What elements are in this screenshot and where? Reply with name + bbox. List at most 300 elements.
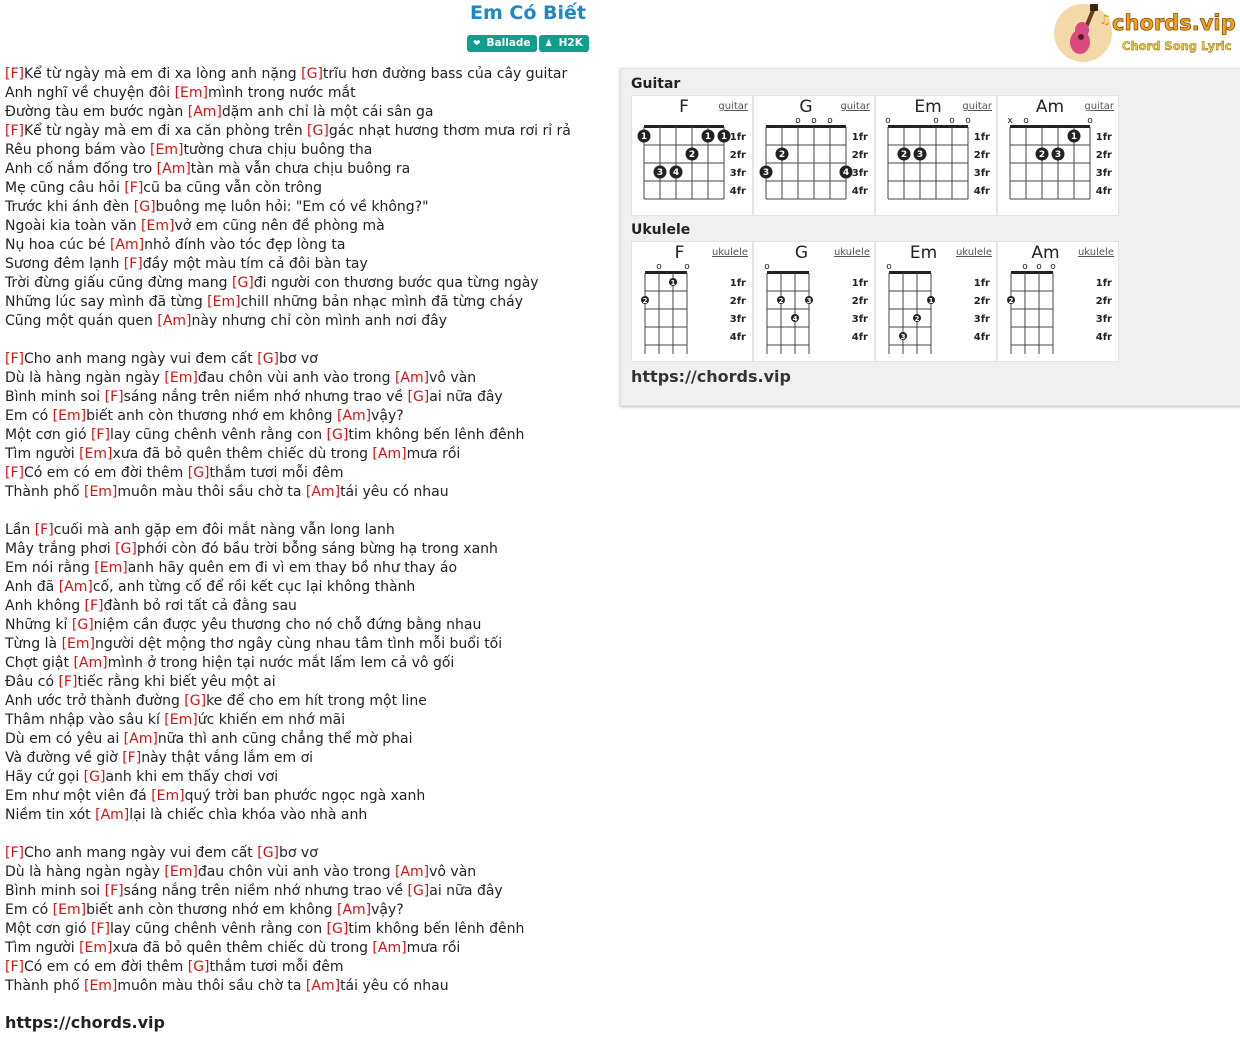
chord-g[interactable]: [G] — [115, 541, 137, 557]
svg-text:4: 4 — [842, 168, 850, 179]
svg-text:1fr: 1fr — [851, 132, 868, 143]
ukulele-chord-card-f[interactable] — [631, 241, 753, 362]
instrument-link[interactable]: guitar — [1084, 101, 1114, 112]
site-logo[interactable] — [1054, 2, 1240, 64]
finger-dot — [702, 130, 715, 143]
guitar-chord-card-f[interactable] — [631, 95, 753, 216]
finger-dot — [1052, 148, 1065, 161]
lyric-text: tái yêu có nhau — [340, 484, 449, 500]
svg-text:1fr: 1fr — [973, 278, 990, 289]
guitar-section-label: Guitar — [631, 76, 681, 92]
fret-label — [1096, 186, 1112, 197]
lyric-text: Cho anh mang ngày vui đem cất — [23, 351, 258, 367]
finger-dot — [670, 166, 683, 179]
chord-g[interactable]: [G] — [187, 465, 210, 481]
fret-label — [974, 278, 990, 289]
chord-f[interactable]: [F] — [34, 522, 54, 538]
lyric-text: trĩu hơn đường bass của cây guitar — [322, 66, 568, 82]
svg-text:4fr: 4fr — [1095, 186, 1112, 197]
lyric-text: Thành phố — [5, 484, 84, 500]
lyric-line — [5, 901, 610, 920]
svg-text:1: 1 — [1070, 132, 1078, 143]
ukulele-chord-card-em[interactable] — [875, 241, 997, 362]
lyric-text: đi người con thương bước qua từng ngày — [253, 275, 539, 291]
song-tags — [467, 35, 591, 54]
fretboard-diagram — [632, 96, 752, 215]
lyric-text: ke để cho em hít trong một line — [206, 693, 427, 709]
chord-f[interactable]: [F] — [5, 959, 24, 975]
svg-text:3fr: 3fr — [1095, 314, 1112, 325]
chord-f[interactable]: [F] — [5, 123, 24, 139]
song-title: Em Có Biết — [470, 2, 586, 24]
chord-g[interactable]: [G] — [187, 959, 210, 975]
svg-text:3: 3 — [1054, 150, 1062, 161]
lyric-line — [5, 768, 610, 787]
finger-dot — [899, 332, 907, 341]
lyric-line — [5, 578, 610, 597]
fret-label — [974, 314, 990, 325]
lyric-line — [5, 882, 610, 901]
lyric-text: sáng nắng trên niềm nhớ nhưng trao về — [123, 389, 408, 405]
fretboard-diagram — [998, 242, 1118, 361]
lyric-text: tường chưa chịu buông tha — [183, 142, 373, 158]
artist-tag[interactable] — [539, 35, 589, 52]
heart-pulse-icon: ❤ — [473, 39, 481, 49]
lyric-line — [5, 654, 610, 673]
finger-dot — [669, 278, 677, 287]
svg-text:1: 1 — [928, 297, 934, 306]
lyric-line — [5, 920, 610, 939]
finger-dot — [777, 296, 785, 305]
lyric-line — [5, 787, 610, 806]
fretboard-diagram — [876, 96, 996, 215]
lyric-line — [5, 597, 610, 616]
lyric-line — [5, 958, 610, 977]
instrument-link[interactable]: guitar — [962, 101, 992, 112]
lyric-text: nhỏ đính vào tóc đẹp lòng ta — [144, 237, 346, 253]
lyric-text: lay cũng chênh vênh rằng con — [109, 921, 327, 937]
chord-name: G — [794, 243, 809, 263]
svg-text:o: o — [764, 262, 770, 272]
lyric-text: Trước khi ánh đèn — [5, 199, 134, 215]
lyric-text: người dệt mộng thơ ngây cùng nhau tâm tình mỗi buổi tối — [94, 636, 503, 652]
chord-am[interactable]: [Am] — [95, 807, 130, 823]
fret-label — [1096, 150, 1112, 161]
fretboard-diagram — [754, 96, 874, 215]
lyric-text: vô vàn — [429, 864, 477, 880]
chord-am[interactable]: [Am] — [394, 864, 430, 880]
svg-text:o: o — [684, 262, 690, 272]
chord-g[interactable]: [G] — [83, 769, 106, 785]
fret-label — [974, 332, 990, 343]
fret-label — [730, 186, 746, 197]
fret-label — [1096, 332, 1112, 343]
lyric-line — [5, 160, 610, 179]
chord-f[interactable]: [F] — [5, 66, 24, 82]
finger-dot — [898, 148, 911, 161]
guitar-chord-card-em[interactable] — [875, 95, 997, 216]
lyric-text: Sương đêm lạnh — [5, 256, 124, 272]
svg-text:2fr: 2fr — [973, 296, 990, 307]
lyric-text: cũ ba cũng vẫn còn trông — [143, 180, 323, 196]
chord-am[interactable]: [Am] — [372, 940, 407, 956]
chord-am[interactable]: [Am] — [305, 484, 341, 500]
svg-text:2: 2 — [688, 150, 696, 161]
instrument-link[interactable]: guitar — [840, 101, 870, 112]
fretboard-diagram — [876, 242, 996, 361]
stanza-gap — [5, 825, 610, 844]
lyric-line — [5, 635, 610, 654]
finger-dot — [914, 148, 927, 161]
lyric-text: Mẹ cũng câu hỏi — [5, 180, 125, 196]
svg-text:2: 2 — [778, 297, 784, 306]
finger-dot — [805, 296, 813, 305]
lyric-text: ai nữa đây — [429, 883, 503, 899]
lyric-text: Nụ hoa cúc bé — [5, 237, 110, 253]
finger-dot — [641, 296, 649, 305]
lyric-line — [5, 350, 610, 369]
lyric-text: sáng nắng trên niềm nhớ nhưng trao về — [123, 883, 408, 899]
fret-label — [974, 168, 990, 179]
lyric-text: mình ở trong hiện tại nước mắt lấm lem cả vô gối — [107, 655, 455, 671]
fret-label — [730, 132, 746, 143]
lyric-line — [5, 730, 610, 749]
svg-text:4fr: 4fr — [851, 332, 868, 343]
finger-dot — [638, 130, 651, 143]
lyric-text: biết anh còn thương nhớ em không — [86, 902, 337, 918]
lyric-text: đành bỏ rơi tất cả đằng sau — [103, 598, 297, 614]
fret-label — [852, 168, 868, 179]
svg-text:o: o — [1036, 262, 1042, 272]
lyric-text: chill những bản nhạc mình đã từng cháy — [240, 294, 524, 310]
lyric-line — [5, 464, 610, 483]
lyric-line — [5, 939, 610, 958]
svg-text:1fr: 1fr — [729, 278, 746, 289]
svg-text:1fr: 1fr — [973, 132, 990, 143]
lyric-text: Em nói rằng — [5, 560, 95, 576]
svg-text:3fr: 3fr — [729, 168, 746, 179]
lyric-text: Những kỉ — [5, 617, 72, 633]
lyric-text: lại là chiếc chìa khóa vào nhà anh — [129, 807, 368, 823]
lyric-line — [5, 274, 610, 293]
chord-em[interactable]: [Em] — [141, 218, 175, 234]
svg-text:o: o — [811, 116, 817, 126]
chord-f[interactable]: [F] — [124, 180, 144, 196]
lyric-text: xưa đã bỏ quên thêm chiếc dù trong — [112, 940, 373, 956]
fret-label — [730, 168, 746, 179]
chord-am[interactable]: [Am] — [305, 978, 341, 994]
fretboard-diagram — [632, 242, 752, 361]
guitar-chord-card-g[interactable] — [753, 95, 875, 216]
chord-g[interactable]: [G] — [184, 693, 207, 709]
fretboard-diagram — [754, 242, 874, 361]
chord-f[interactable]: [F] — [5, 351, 24, 367]
chord-g[interactable]: [G] — [407, 389, 430, 405]
lyric-text: mưa rồi — [406, 940, 461, 956]
instrument-link[interactable]: ukulele — [955, 247, 992, 258]
chord-g[interactable]: [G] — [71, 617, 94, 633]
genre-tag[interactable] — [467, 35, 537, 52]
svg-text:1fr: 1fr — [851, 278, 868, 289]
lyric-line — [5, 806, 610, 825]
svg-text:1fr: 1fr — [1095, 278, 1112, 289]
fret-label — [852, 332, 868, 343]
lyric-line — [5, 540, 610, 559]
lyric-text: Niềm tin xót — [5, 807, 96, 823]
chord-f[interactable]: [F] — [58, 674, 78, 690]
chord-g[interactable]: [G] — [407, 883, 430, 899]
chord-em[interactable]: [Em] — [52, 902, 87, 918]
lyric-text: vở em cũng nên đề phòng mà — [174, 218, 385, 234]
lyric-text: Bình minh soi — [5, 883, 105, 899]
chord-f[interactable]: [F] — [90, 427, 110, 443]
chord-g[interactable]: [G] — [133, 199, 156, 215]
svg-text:4fr: 4fr — [729, 186, 746, 197]
fret-label — [852, 314, 868, 325]
svg-text:1: 1 — [720, 132, 728, 143]
lyric-text: anh hãy quên em đi vì em thay bồ như thay áo — [127, 560, 458, 576]
chord-am[interactable]: [Am] — [372, 446, 407, 462]
chord-g[interactable]: [G] — [326, 427, 349, 443]
instrument-link[interactable]: ukulele — [1077, 247, 1114, 258]
chord-f[interactable]: [F] — [123, 256, 143, 272]
lyric-text: cố, anh từng cố để rồi kết cục lại không thành — [92, 579, 416, 595]
lyric-text: Anh ước trở thành đường — [5, 693, 185, 709]
lyric-text: này thật vắng lắm em ơi — [141, 750, 314, 766]
lyric-line — [5, 521, 610, 540]
lyric-line — [5, 749, 610, 768]
lyric-text: Đường tàu em bước ngàn — [5, 104, 188, 120]
chord-g[interactable]: [G] — [257, 845, 280, 861]
svg-text:4fr: 4fr — [729, 332, 746, 343]
svg-text:4fr: 4fr — [1095, 332, 1112, 343]
lyric-text: nữa thì anh cũng chẳng thể mờ phai — [157, 731, 413, 747]
fret-label — [974, 296, 990, 307]
svg-text:4fr: 4fr — [851, 186, 868, 197]
lyric-text: muôn màu thôi sầu chờ ta — [117, 484, 306, 500]
finger-dot — [718, 130, 731, 143]
lyric-text: Tìm người — [5, 940, 80, 956]
lyric-text: quý trời ban phước ngọc ngà xanh — [184, 788, 426, 804]
fret-label — [974, 150, 990, 161]
chord-name: Em — [914, 97, 942, 117]
chord-f[interactable]: [F] — [5, 845, 24, 861]
chord-f[interactable]: [F] — [84, 598, 104, 614]
lyric-text: Hãy cứ gọi — [5, 769, 84, 785]
chord-diagram-panel — [620, 68, 1240, 406]
lyric-line — [5, 122, 610, 141]
chord-am[interactable]: [Am] — [109, 237, 145, 253]
svg-text:2fr: 2fr — [1095, 296, 1112, 307]
fret-label — [852, 132, 868, 143]
svg-text:3fr: 3fr — [1095, 168, 1112, 179]
chord-name: Em — [909, 243, 938, 263]
lyric-text: cuối mà anh gặp em đôi mắt nàng vẫn long lanh — [53, 522, 395, 538]
finger-dot — [654, 166, 667, 179]
lyric-text: Ngoài kia toàn văn — [5, 218, 142, 234]
svg-text:2: 2 — [900, 150, 908, 161]
lyric-line — [5, 84, 610, 103]
finger-dot — [686, 148, 699, 161]
svg-text:3fr: 3fr — [729, 314, 746, 325]
lyric-text: Dù là hàng ngàn ngày — [5, 864, 165, 880]
lyric-line — [5, 559, 610, 578]
svg-text:o: o — [1022, 262, 1028, 272]
chord-em[interactable]: [Em] — [83, 484, 118, 500]
chord-f[interactable]: [F] — [104, 883, 124, 899]
lyric-text: tàn mà vẫn chưa chịu buông ra — [190, 161, 411, 177]
ukulele-section-label: Ukulele — [631, 222, 691, 238]
svg-text:3fr: 3fr — [851, 314, 868, 325]
lyric-text: gác nhạt hương thơm mưa rơi rỉ rả — [328, 123, 571, 139]
svg-text:2: 2 — [1008, 297, 1014, 306]
lyric-text: Kể từ ngày mà em đi xa căn phòng trên — [23, 123, 308, 139]
chord-em[interactable]: [Em] — [79, 446, 113, 462]
chord-am[interactable]: [Am] — [123, 731, 158, 747]
lyric-text: Anh đã — [5, 579, 59, 595]
chord-em[interactable]: [Em] — [164, 864, 198, 880]
lyric-text: mình trong nước mắt — [207, 85, 356, 101]
lyric-text: Tìm người — [5, 446, 80, 462]
lyric-text: Anh không — [5, 598, 85, 614]
chord-am[interactable]: [Am] — [187, 104, 222, 120]
lyric-line — [5, 692, 610, 711]
finger-dot — [760, 166, 773, 179]
instrument-link[interactable]: ukulele — [711, 247, 748, 258]
lyric-text: mưa rồi — [406, 446, 461, 462]
lyric-text: vô vàn — [429, 370, 477, 386]
fret-label — [974, 132, 990, 143]
chord-em[interactable]: [Em] — [83, 978, 118, 994]
svg-text:1: 1 — [670, 279, 676, 288]
chord-am[interactable]: [Am] — [157, 313, 192, 329]
svg-text:3fr: 3fr — [973, 168, 990, 179]
chord-em[interactable]: [Em] — [207, 294, 241, 310]
chord-em[interactable]: [Em] — [94, 560, 128, 576]
svg-text:3: 3 — [900, 333, 906, 342]
stanza-gap — [5, 502, 610, 521]
lyric-text: phới còn đó bầu trời bỗng sáng bừng hạ trong xanh — [136, 541, 498, 557]
lyric-line — [5, 179, 610, 198]
panel-url-link[interactable]: https://chords.vip — [631, 367, 791, 386]
footer-url-link[interactable]: https://chords.vip — [5, 1013, 165, 1032]
chord-em[interactable]: [Em] — [150, 142, 184, 158]
svg-text:2: 2 — [914, 315, 920, 324]
chord-g[interactable]: [G] — [231, 275, 254, 291]
svg-text:4: 4 — [672, 168, 680, 179]
lyric-line — [5, 844, 610, 863]
chord-g[interactable]: [G] — [307, 123, 329, 139]
lyric-line — [5, 141, 610, 160]
chord-em[interactable]: [Em] — [79, 940, 113, 956]
lyric-line — [5, 255, 610, 274]
lyric-text: anh khi em thấy chơi vơi — [105, 769, 279, 785]
lyric-text: đau chôn vùi anh vào trong — [197, 864, 395, 880]
chord-am[interactable]: [Am] — [73, 655, 108, 671]
lyric-text: Lần — [5, 522, 35, 538]
fret-label — [1096, 278, 1112, 289]
chord-em[interactable]: [Em] — [61, 636, 95, 652]
lyric-text: bơ vơ — [279, 845, 318, 861]
guitar-chord-card-am[interactable] — [997, 95, 1119, 216]
lyric-text: Em có — [5, 902, 53, 918]
chord-f[interactable]: [F] — [122, 750, 142, 766]
lyric-text: Có em có em đời thêm — [23, 959, 188, 975]
lyric-line — [5, 711, 610, 730]
svg-text:o: o — [1050, 262, 1056, 272]
lyric-text: ai nữa đây — [429, 389, 503, 405]
lyric-text: Chợt giật — [5, 655, 74, 671]
chord-g[interactable]: [G] — [301, 66, 323, 82]
lyric-line — [5, 483, 610, 502]
fret-label — [852, 186, 868, 197]
lyric-text: Bình minh soi — [5, 389, 105, 405]
chord-g[interactable]: [G] — [326, 921, 349, 937]
lyric-line — [5, 103, 610, 122]
lyric-text: Rêu phong bám vào — [5, 142, 151, 158]
lyric-text: Anh cố nắm đống tro — [5, 161, 157, 177]
svg-text:2fr: 2fr — [851, 296, 868, 307]
fret-label — [730, 278, 746, 289]
fret-label — [852, 278, 868, 289]
chord-g[interactable]: [G] — [257, 351, 280, 367]
svg-text:x: x — [1007, 116, 1013, 126]
svg-text:o: o — [1023, 116, 1029, 126]
finger-dot — [1068, 130, 1081, 143]
chord-em[interactable]: [Em] — [164, 712, 198, 728]
svg-text:o: o — [795, 116, 801, 126]
chord-am[interactable]: [Am] — [58, 579, 93, 595]
chord-em[interactable]: [Em] — [52, 408, 87, 424]
lyric-text: đau chôn vùi anh vào trong — [197, 370, 395, 386]
chord-em[interactable]: [Em] — [164, 370, 198, 386]
svg-text:2: 2 — [1038, 150, 1046, 161]
instrument-link[interactable]: guitar — [718, 101, 748, 112]
svg-text:1fr: 1fr — [1095, 132, 1112, 143]
lyric-text: Cho anh mang ngày vui đem cất — [23, 845, 258, 861]
logo-wordmark: chords.vip — [1112, 11, 1236, 35]
lyric-text: ức khiến em nhớ mãi — [197, 712, 346, 728]
chord-f[interactable]: [F] — [104, 389, 124, 405]
svg-text:4fr: 4fr — [973, 186, 990, 197]
svg-text:2fr: 2fr — [729, 296, 746, 307]
lyric-text: Trời đừng giấu cũng đừng mang — [5, 275, 232, 291]
chord-f[interactable]: [F] — [5, 465, 24, 481]
svg-text:1: 1 — [704, 132, 712, 143]
fretboard-diagram — [998, 96, 1118, 215]
svg-text:2fr: 2fr — [1095, 150, 1112, 161]
lyric-line — [5, 407, 610, 426]
chord-em[interactable]: [Em] — [151, 788, 185, 804]
svg-text:3: 3 — [806, 297, 812, 306]
lyric-text: Em có — [5, 408, 53, 424]
chord-am[interactable]: [Am] — [337, 902, 372, 918]
lyric-text: tim không bến lênh đênh — [348, 921, 525, 937]
svg-text:o: o — [949, 116, 955, 126]
chord-am[interactable]: [Am] — [156, 161, 191, 177]
chord-f[interactable]: [F] — [90, 921, 110, 937]
lyric-text: tiếc rằng khi biết yêu một ai — [77, 674, 276, 690]
lyric-line — [5, 616, 610, 635]
chord-em[interactable]: [Em] — [174, 85, 208, 101]
chord-name: F — [674, 243, 685, 263]
ukulele-chord-card-am[interactable] — [997, 241, 1119, 362]
ukulele-chord-card-g[interactable] — [753, 241, 875, 362]
fret-label — [852, 296, 868, 307]
chord-am[interactable]: [Am] — [394, 370, 430, 386]
instrument-link[interactable]: ukulele — [833, 247, 870, 258]
chord-am[interactable]: [Am] — [337, 408, 372, 424]
